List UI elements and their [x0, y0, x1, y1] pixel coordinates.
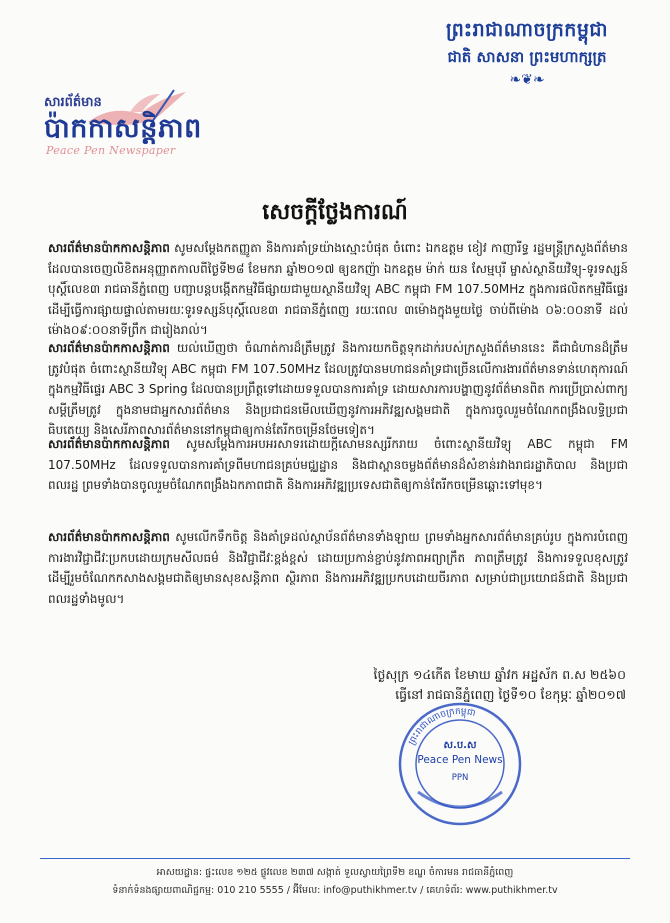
document-title: សេចក្ដីថ្លែងការណ៍ [262, 200, 408, 225]
ornament-divider: ❧❦❧ [509, 72, 545, 88]
paragraph-4 [48, 527, 628, 609]
logo-main-text: ប៉ាកកាសន្តិភាព [44, 113, 202, 144]
footer-address: អាសយដ្ឋាន: ផ្ទះលេខ ១២៥ ផ្លូវលេខ ២៣៧ សង្កាត់ ទួលស្វាយព្រៃទី២ ខណ្ឌ ចំការមន រាជធានីភ្នំពេញ [156, 867, 514, 878]
paragraph-3-body: សូមសម្ដែងការអបអរសាទរដោយក្ដីសោមនស្សរីករាយ ចំពោះស្ថានីយវិទ្យុ ABC កម្ពុជា FM 107.50MHz ដែលទទួលបានការគាំទ្រពីមហាជនគ្រប់មជ្ឈដ្ឋាន និងជាស្ពានចម្លងព័ត៌មានដ៏សំខាន់រវាងរាជរដ្ឋាភិបាល និងប្រជាពលរដ្ឋ ព្រមទាំងបានចូលរួមចំណែកពង្រឹងឯកភាពជាតិ និងការអភិវឌ្ឍប្រទេសជាតិឲ្យកាន់តែរីកចម្រើនឆ្ពោះទៅមុខ។ [48, 437, 628, 492]
kingdom-title: ព្រះរាជាណាចក្រកម្ពុជា [446, 19, 608, 41]
paragraph-4-body: សូមលើកទឹកចិត្ត និងគាំទ្រដល់ស្ថាប័នព័ត៌មានទាំងឡាយ ព្រមទាំងអ្នកសារព័ត៌មានគ្រប់រូប ក្នុងការបំពេញការងារវិជ្ជាជីវៈប្រកបដោយក្រមសីលធម៌ និងវិជ្ជាជីវៈខ្ពង់ខ្ពស់ ដោយប្រកាន់ខ្ជាប់នូវភាពអព្យាក្រឹត ភាពត្រឹមត្រូវ និងការទទួលខុសត្រូវ ដើម្បីរួមចំណែកកសាងសង្គមជាតិឲ្យមានសុខសន្តិភាព ស្ថិរភាព និងការអភិវឌ្ឍប្រកបដោយចីរភាព សម្រាប់ជាប្រយោជន៍ជាតិ និងប្រជាពលរដ្ឋទាំងមូល។ [48, 530, 628, 606]
stamp-ring-text: ព្រះរាជាណាចក្រកម្ពុជា [407, 706, 477, 747]
nation-religion-king: ជាតិ សាសនា ព្រះមហាក្សត្រ [447, 48, 607, 66]
logo-english-text: Peace Pen Newspaper [46, 144, 176, 157]
footer-divider [40, 858, 630, 859]
paragraph-4-lead: សារព័ត៌មានប៉ាកកាសន្តិភាព [48, 530, 170, 544]
gregorian-date: ធ្វើនៅ រាជធានីភ្នំពេញ ថ្ងៃទី១០ ខែកុម្ភៈ ឆ្នាំ២០១៧ [395, 687, 626, 702]
footer-contact: ទំនាក់ទំនងផ្សាយពាណិជ្ជកម្ម: 010 210 5555 / អ៊ីមែល: info@puthikhmer.tv / គេហទំព័រ: www.puthikhmer.tv [112, 885, 558, 896]
paragraph-3 [48, 434, 628, 496]
stamp-top-text: ស.ប.ស [443, 740, 477, 751]
newspaper-logo [44, 78, 214, 158]
paragraph-2-body: យល់ឃើញថា ចំណាត់ការដ៏ត្រឹមត្រូវ និងការយកចិត្តទុកដាក់របស់ក្រសួងព័ត៌មាននេះ គឺជាជំហានដ៏ត្រឹមត្រូវបំផុត ចំពោះស្ថានីយវិទ្យុ ABC កម្ពុជា FM 107.50MHz ដែលត្រូវបានមហាជនគាំទ្រជាច្រើនលើការងារព័ត៌មានទាន់ហេតុការណ៍ ក្នុងកម្មវិធីផ្ទេរ ABC 3 Spring ដែលបានប្រព្រឹត្តទៅដោយទទួលបានការគាំទ្រ ដោយសារការបង្ហាញនូវព័ត៌មានពិត ការប្រើប្រាស់ពាក្យសម្ដីត្រឹមត្រូវ ក្នុងនាមជាអ្នកសារព័ត៌មាន និងប្រជាជនមើលឃើញនូវការអភិវឌ្ឍសង្គមជាតិ ក្នុងការចូលរួមចំណែកពង្រឹងលទ្ធិប្រជាធិបតេយ្យ និងសេរីភាពសារព័ត៌មាននៅកម្ពុជាឲ្យកាន់តែរីកចម្រើនថែមទៀត។ [48, 341, 628, 437]
kingdom-motto [412, 18, 642, 88]
paragraph-1 [48, 238, 628, 341]
stamp-middle-text: Peace Pen News [417, 754, 503, 766]
lunar-date: ថ្ងៃសុក្រ ១៤កើត ខែមាឃ ឆ្នាំវក អដ្ឋស័ក ព.ស ២៥៦០ [373, 667, 626, 682]
paragraph-1-body: សូមសម្ដែងកតញ្ញូតា និងការគាំទ្រយ៉ាងស្មោះបំផុត ចំពោះ ឯកឧត្ដម ខៀវ កាញារីទ្ធ រដ្ឋមន្ត្រីក្រសួងព័ត៌មាន ដែលបានចេញលិខិតអនុញ្ញាតកាលពីថ្ងៃទី២៨ ខែមករា ឆ្នាំ២០១៧ ឲ្យឧកញ៉ា ឯកឧត្ដម ម៉ាក់ យន សែម្មបុរី ម្ចាស់ស្ថានីយវិទ្យុ-ទូរទស្សន៍បុស្តិ៍លេខ៣ រាជធានីភ្នំពេញ បញ្ជាបន្តបង្កើតកម្មវិធីផ្សាយជាមួយស្ថានីយវិទ្យុ ABC កម្ពុជា FM 107.50MHz ក្នុងការផលិតកម្មវិធីផ្ទេរ ដើម្បីធ្វើការផ្សាយផ្ទាល់តាមរយៈទូរទស្សន៍បុស្តិ៍លេខ៣ រាជធានីភ្នំពេញ រយៈពេល ៣ម៉ោងក្នុងមួយថ្ងៃ ចាប់ពីម៉ោង ០៦:០០នាទី ដល់ ម៉ោង០៩:០០នាទីព្រឹក ជារៀងរាល់។ [48, 241, 628, 337]
official-stamp [396, 700, 524, 828]
stamp-ppn-text: PPN [451, 773, 469, 783]
logo-small-text: សារព័ត៌មាន [44, 95, 102, 110]
date-block [336, 665, 626, 705]
paragraph-2 [48, 338, 628, 441]
paragraph-2-lead: សារព័ត៌មានប៉ាកកាសន្តិភាព [48, 341, 170, 355]
paragraph-1-lead: សារព័ត៌មានប៉ាកកាសន្តិភាព [48, 241, 170, 255]
paragraph-3-lead: សារព័ត៌មានប៉ាកកាសន្តិភាព [48, 437, 170, 451]
